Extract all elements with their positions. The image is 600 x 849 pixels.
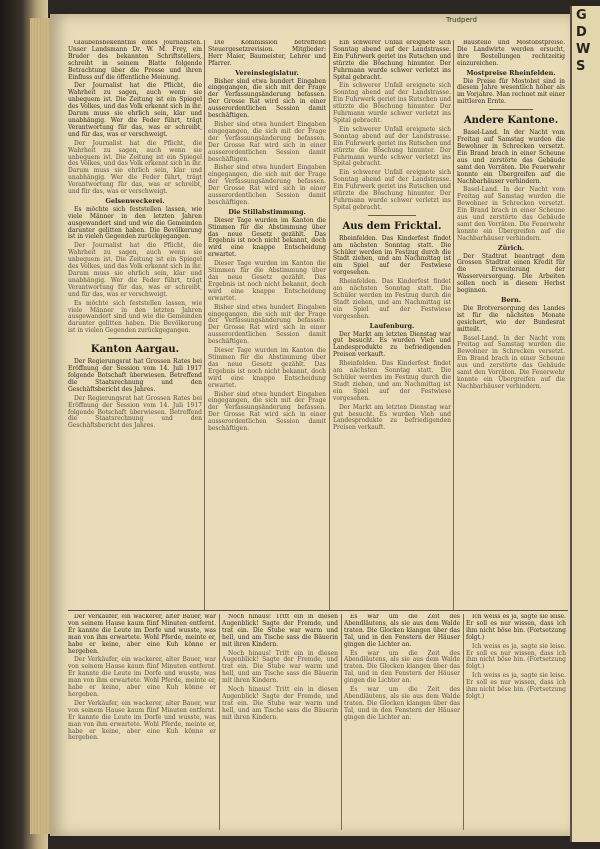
article-paragraph: Dieser Tage wurden im Kanton die Stimmen für die Abstimmung über das neue Gesetz gezählt. Das Ergebnis ist noch nicht bekannt, doch wird eine knappe Entscheidung erwartet. [208,347,326,389]
article-paragraph: Bisher sind etwa hundert Eingaben eingegangen, die sich mit der Frage der Verfassungsänderung befassen. Der Grosse Rat wird sich in einer ausserordentlichen Session damit beschäftigen. [208,120,326,163]
section-headline: Kanton Aargau. [90,344,180,356]
article-paragraph: Rheinfelden. Das Kinderfest findet am nächsten Sonntag statt. Die Schüler werden im Festzug durch die Stadt ziehen, und am Nachmittag ist ein Spiel auf der Festwiese vorgesehen. [333,360,451,402]
article-paragraph: Der Journalist hat die Pflicht, die Wahrheit zu sagen, auch wenn sie unbequem ist. Die Zeitung ist ein Spiegel des Volkes, und das Volk erkennt sich in ihr. Darum muss sie ehrlich sein, klar und unabhängig. Wer die Feder führt, trägt Verantwortung für das, was er schreibt, und für das, was er verschweigt. [68,82,202,138]
column-rule [204,40,205,610]
article-paragraph: Rheinfelden. Das Kinderfest findet am nächsten Sonntag statt. Die Schüler werden im Festzug durch die Stadt ziehen, und am Nachmittag ist ein Spiel auf der Festwiese vorgesehen. [333,278,451,320]
article-paragraph: Der Journalist hat die Pflicht, die Wahrheit zu sagen, auch wenn sie unbequem ist. Die Zeitung ist ein Spiegel des Volkes, und das Volk erkennt sich in ihr. Darum muss sie ehrlich sein, klar und unabhängig. Wer die Feder führt, trägt Verantwortung für das, was er schreibt, und für das, was er verschweigt. [68,242,202,298]
article-paragraph: Der Stadtrat beantragt dem Grossen Stadtrat einen Kredit für die Erweiterung der Wasserversorgung. Die Arbeiten sollen noch in diesem Herbst beginnen. [457,252,565,295]
story-paragraph: Es war um die Zeit des Abendläutens, als sie aus dem Walde traten. Die Glocken klangen über das Tal, und in den Fenstern der Häuser gingen die Lichter an. [344,649,460,685]
article-paragraph: Die Preise für Mostobst sind in diesem Jahre wesentlich höher als im Vorjahre. Man rechnet mit einer mittleren Ernte. [457,77,565,106]
article-paragraph: Ein schwerer Unfall ereignete sich Sonntag abend auf der Landstrasse. Ein Fuhrwerk geriet ins Rutschen und stürzte die Böschung hinunter. Der Fuhrmann wurde schwer verletzt ins Spital gebracht. [333,125,451,168]
story-paragraph: Es war um die Zeit des Abendläutens, als sie aus dem Walde traten. Die Glocken klangen über das Tal, und in den Fenstern der Häuser gingen die Lichter an. [344,686,460,721]
article-paragraph: Die Brotversorgung des Landes ist für die nächsten Monate gesichert, wie der Bundesrat mitteilt. [457,304,565,333]
story-paragraph: Es war um die Zeit des Abendläutens, als sie aus dem Walde traten. Die Glocken klangen über das Tal, und in den Fenstern der Häuser gingen die Lichter an. [344,614,460,648]
section-title: Die Stillabstimmung. [228,207,306,216]
adjacent-page-letter: S [576,59,586,74]
article-paragraph: Bisher sind etwa hundert Eingaben eingegangen, die sich mit der Frage der Verfassungsänderung befassen. Der Grosse Rat wird sich in einer ausserordentlichen Session damit beschäftigen. [208,390,326,433]
article-paragraph: Basel-Land. In der Nacht vom Freitag auf Samstag wurden die Bewohner in Schrecken versetzt. Ein Brand brach in einer Scheune aus und zerstörte das Gebäude samt den Vorräten. Die Feuerwehr konnte ein Übergreifen auf die Nachbarhäuser verhindern. [457,129,565,185]
adjacent-page-letter: G [576,8,587,23]
article-paragraph: Der Regierungsrat hat Grossen Rates bei Eröffnung der Session vom 14. Juli 1917 folgende Botschaft überwiesen. Betreffend die Staatsrechnung und den Geschäftsbericht des Jahres. [68,394,202,430]
story-paragraph: Der Verkäufer, ein wackerer, alter Bauer, war von seinem Hause kaum fünf Minuten entfernt. Er kannte die Leute im Dorfe und wusste, was man von ihm erwartete. Wohl Pferde, meinte er, habe er keine, aber eine Kuh könne er hergeben. [68,614,216,655]
article-paragraph: Dieser Tage wurden im Kanton die Stimmen für die Abstimmung über das neue Gesetz gezählt. Das Ergebnis ist noch nicht bekannt, doch wird eine knappe Entscheidung erwartet. [208,260,326,302]
story-paragraph: Der Verkäufer, ein wackerer, alter Bauer, war von seinem Hause kaum fünf Minuten entfernt. Er kannte die Leute im Dorfe und wusste, was man von ihm erwartete. Wohl Pferde, meinte er, habe er keine, aber eine Kuh könne er hergeben. [68,656,216,698]
article-paragraph: Der Markt am letzten Dienstag war gut besucht. Es wurden Vieh und Landesprodukte zu befriedigenden Preisen verkauft. [333,403,451,432]
section-title: Bern. [500,296,522,304]
story-paragraph: Der Verkäufer, ein wackerer, alter Bauer, war von seinem Hause kaum fünf Minuten entfernt. Er kannte die Leute im Dorfe und wusste, was man von ihm erwartete. Wohl Pferde, meinte er, habe er keine, aber eine Kuh könne er hergeben. [68,699,216,742]
column-rule [341,614,342,830]
article-paragraph: Der Markt am letzten Dienstag war gut besucht. Es wurden Vieh und Landesprodukte zu befriedigenden Preisen verkauft. [333,330,451,359]
article-paragraph: Es möchte sich feststellen lassen, wie viele Männer in den letzten Jahren ausgewandert sind und wie die Gemeinden darunter gelitten haben. Die Bevölkerung ist in vielen Gegenden zurückgegangen. [68,205,202,241]
feuilleton-rule [68,610,568,611]
section-title: Vereinslegislatur. [235,68,299,77]
article-paragraph: Bisher sind etwa hundert Eingaben eingegangen, die sich mit der Frage der Verfassungsänderung befassen. Der Grosse Rat wird sich in einer ausserordentlichen Session damit beschäftigen. [208,77,326,120]
column-2 [208,40,326,607]
article-paragraph: Dieser Tage wurden im Kanton die Stimmen für die Abstimmung über das neue Gesetz gezählt. Das Ergebnis ist noch nicht bekannt, doch wird eine knappe Entscheidung erwartet. [208,216,326,259]
article-paragraph: Der Regierungsrat hat Grossen Rates bei Eröffnung der Session vom 14. Juli 1917 folgende Botschaft überwiesen. Betreffend die Staatsrechnung und den Geschäftsbericht des Jahres. [68,358,202,393]
story-paragraph: Ich weiss es ja, sagte sie leise. Er soll es nur wissen, dass ich ihm nicht böse bin. (Fortsetzung folgt.) [466,672,566,700]
column-4 [457,40,565,607]
newspaper-page [50,14,570,836]
adjacent-page-letter: W [576,42,591,57]
story-paragraph: Ich weiss es ja, sagte sie leise. Er soll es nur wissen, dass ich ihm nicht böse bin. (Fortsetzung folgt.) [466,642,566,671]
article-paragraph: Ein schwerer Unfall ereignete sich Sonntag abend auf der Landstrasse. Ein Fuhrwerk geriet ins Rutschen und stürzte die Böschung hinunter. Der Fuhrmann wurde schwer verletzt ins Spital gebracht. [333,40,451,81]
article-paragraph: Glaubensbekenntnis eines Journalisten. Unser Landsmann Dr. W. M. Frey, ein Bruder des bekannten Schriftstellers, schreibt in seinem Blatte folgende Betrachtung über die Presse und ihren Einfluss auf die öffentliche Meinung. [68,40,202,81]
section-title: Zürich. [497,243,525,252]
feuilleton-column [466,614,566,830]
section-divider [368,215,415,216]
column-3 [333,40,451,607]
section-headline: Aus dem Fricktal. [342,220,442,232]
article-paragraph: Rheinfelden. Das Kinderfest findet am nächsten Sonntag statt. Die Schüler werden im Festzug durch die Stadt ziehen, und am Nachmittag ist ein Spiel auf der Festwiese vorgesehen. [333,234,451,277]
section-title: Gelsenweckerei. [105,196,165,205]
story-paragraph: Noch hinaus! Tritt ein in diesen Augenblick! Sagte der Fremde, und trat ein. Die Stube war warm und hell, und am Tische sass die Bäuerin mit ihren Kindern. [222,686,338,721]
feuilleton-column [222,614,338,830]
feuilleton-column [68,614,216,830]
adjacent-page [570,6,600,842]
article-paragraph: Baustelle und Mostobstpreise. Die Landwirte werden ersucht, ihre Bestellungen rechtzeitig einzureichen. [457,40,565,67]
story-paragraph: Ich weiss es ja, sagte sie leise. Er soll es nur wissen, dass ich ihm nicht böse bin. (Fortsetzung folgt.) [466,614,566,641]
article-paragraph: Bisher sind etwa hundert Eingaben eingegangen, die sich mit der Frage der Verfassungsänderung befassen. Der Grosse Rat wird sich in einer ausserordentlichen Session damit beschäftigen. [208,164,326,206]
section-title: Mostpreise Rheinfelden. [466,68,556,77]
column-rule [219,614,220,830]
column-rule [453,40,454,610]
article-paragraph: Ein schwerer Unfall ereignete sich Sonntag abend auf der Landstrasse. Ein Fuhrwerk geriet ins Rutschen und stürzte die Böschung hinunter. Der Fuhrmann wurde schwer verletzt ins Spital gebracht. [333,82,451,124]
article-paragraph: Es möchte sich feststellen lassen, wie viele Männer in den letzten Jahren ausgewandert sind und wie die Gemeinden darunter gelitten haben. Die Bevölkerung ist in vielen Gegenden zurückgegangen. [68,299,202,335]
section-divider [489,109,532,110]
section-divider [108,338,162,339]
column-rule [463,614,464,830]
section-title: Laufenburg. [369,321,415,330]
section-headline: Andere Kantone. [463,115,559,127]
article-paragraph: Basel-Land. In der Nacht vom Freitag auf Samstag wurden die Bewohner in Schrecken versetzt. Ein Brand brach in einer Scheune aus und zerstörte das Gebäude samt den Vorräten. Die Feuerwehr konnte ein Übergreifen auf die Nachbarhäuser verhindern. [457,334,565,390]
article-paragraph: Basel-Land. In der Nacht vom Freitag auf Samstag wurden die Bewohner in Schrecken versetzt. Ein Brand brach in einer Scheune aus und zerstörte das Gebäude samt den Vorräten. Die Feuerwehr konnte ein Übergreifen auf die Nachbarhäuser verhindern. [457,186,565,242]
story-paragraph: Noch hinaus! Tritt ein in diesen Augenblick! Sagte der Fremde, und trat ein. Die Stube war warm und hell, und am Tische sass die Bäuerin mit ihren Kindern. [222,649,338,685]
feuilleton-column [344,614,460,830]
column-1 [68,40,202,607]
page-header-mark: Trudperd [446,16,477,24]
article-paragraph: Ein schwerer Unfall ereignete sich Sonntag abend auf der Landstrasse. Ein Fuhrwerk geriet ins Rutschen und stürzte die Böschung hinunter. Der Fuhrmann wurde schwer verletzt ins Spital gebracht. [333,169,451,211]
adjacent-page-letter: D [576,25,587,40]
article-paragraph: Der Journalist hat die Pflicht, die Wahrheit zu sagen, auch wenn sie unbequem ist. Die Zeitung ist ein Spiegel des Volkes, und das Volk erkennt sich in ihr. Darum muss sie ehrlich sein, klar und unabhängig. Wer die Feder führt, trägt Verantwortung für das, was er schreibt, und für das, was er verschweigt. [68,139,202,196]
article-paragraph: Die Kommission betreffend Steuergesetzrevision. Mitglieder: Herr Maier, Baumeister, Lehrer und Pfarrer. [208,40,326,67]
column-rule [329,40,330,610]
article-paragraph: Bisher sind etwa hundert Eingaben eingegangen, die sich mit der Frage der Verfassungsänderung befassen. Der Grosse Rat wird sich in einer ausserordentlichen Session damit beschäftigen. [208,303,326,346]
story-paragraph: Noch hinaus! Tritt ein in diesen Augenblick! Sagte der Fremde, und trat ein. Die Stube war warm und hell, und am Tische sass die Bäuerin mit ihren Kindern. [222,614,338,648]
